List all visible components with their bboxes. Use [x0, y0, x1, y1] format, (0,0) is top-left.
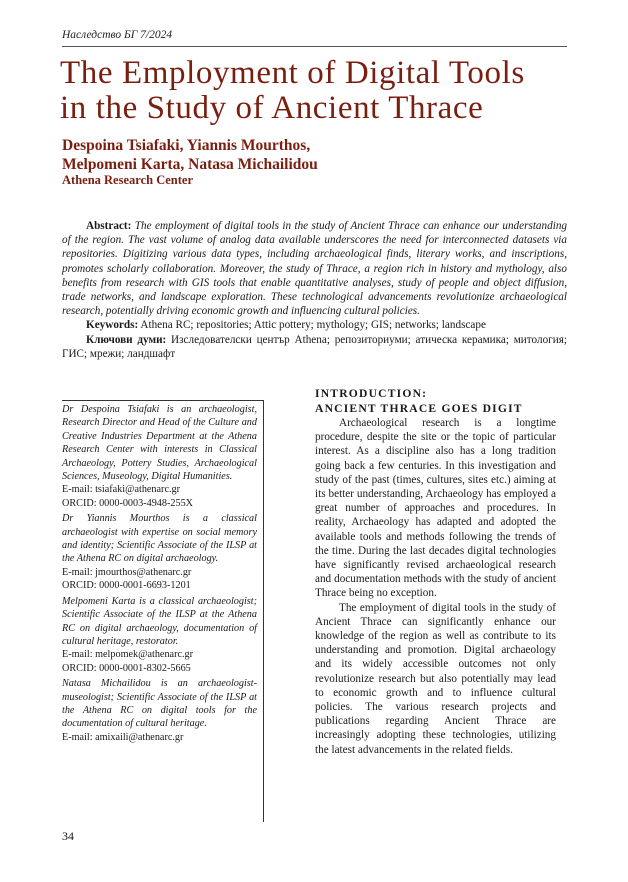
bio-text: Dr Yiannis Mourthos is a classical archaeologist with expertise on social memory and identity; Scientific Associate of the ILSP at the Athena RC on digital archaeology. — [62, 513, 257, 565]
abstract-label: Abstract: — [86, 220, 132, 232]
author-bios-column — [62, 400, 264, 822]
keywords-bg-text: Изследователски център Athena; репозиториуми; атическа керамика; митология; ГИС; мрежи; ландшафт — [62, 333, 567, 360]
author-bio — [62, 595, 257, 675]
abstract-paragraph — [62, 219, 567, 318]
body-text-column — [315, 416, 556, 757]
article-title — [60, 56, 580, 126]
bio-orcid: ORCID: 0000-0001-6693-1201 — [62, 580, 191, 592]
author-bio — [62, 512, 257, 592]
running-head: Наследство БГ 7/2024 — [62, 29, 173, 41]
keywords-label: Keywords: — [86, 319, 139, 332]
keywords-bg-label: Ключови думи: — [86, 333, 167, 346]
bio-text: Natasa Michailidou is an archaeologist-museologist; Scientific Associate of the ILSP at the Athena RC on digital tools for the documentation of cultural heritage. — [62, 678, 257, 730]
author-list — [62, 136, 562, 174]
body-paragraph: The employment of digital tools in the study of Ancient Thrace can significantly enhance our knowledge of the region as well as contribute to its understanding and promotion. Digital archaeology and its widely accessible outcomes not only revolutionize research but also potentially may lead to economic growth and to influence cultural policies. The various research projects and publications regarding Ancient Thrace are increasingly adopting these technologies, utilizing the latest advancements in the related fields. — [315, 601, 556, 756]
bio-email[interactable]: E-mail: jmourthos@athenarc.gr — [62, 566, 192, 578]
section-heading-line-2: ANCIENT THRACE GOES DIGIT — [315, 402, 523, 415]
bio-email[interactable]: E-mail: amixaili@athenarc.gr — [62, 731, 184, 743]
authors-line-2: Melpomeni Karta, Natasa Michailidou — [62, 156, 318, 173]
abstract-text: The employment of digital tools in the study of Ancient Thrace can enhance our understanding of the region. The vast volume of analog data available underscores the need for interconnected datasets via repositories. Digitizing various data types, including archaeological finds, literary works, and inscriptions, promotes scholarly collaboration. Moreover, the study of Thrace, a region rich in history and mythology, also benefits from research with GIS tools that enable quantitative analyses, study of people and object diffusion, trade networks, and landscape exploration. These technological advancements revolutionize archaeological research, potentially driving economic growth and influencing cultural policies. — [62, 220, 568, 318]
keywords-text: Athena RC; repositories; Attic pottery; mythology; GIS; networks; landscape — [140, 319, 486, 332]
header-rule — [62, 46, 567, 47]
title-line-1: The Employment of Digital Tools — [60, 55, 525, 91]
bio-email[interactable]: E-mail: melpomek@athenarc.gr — [62, 649, 194, 661]
bio-orcid: ORCID: 0000-0001-8302-5665 — [62, 662, 191, 674]
bio-text: Melpomeni Karta is a classical archaeologist; Scientific Associate of the ILSP at the Athena RC on digital archaeology, documentation of cultural heritage, restorator. — [62, 595, 257, 647]
affiliation: Athena Research Center — [62, 173, 193, 187]
bio-text: Dr Despoina Tsiafaki is an archaeologist, Research Director and Head of the Culture and Creative Industries Department at the Athena Research Center with interests in Classical Archaeology, Pottery Studies, Archaeological Sciences, Museology, Digital Humanities. — [62, 404, 257, 483]
authors-line-1: Despoina Tsiafaki, Yiannis Mourthos, — [62, 137, 311, 154]
keywords-bg-line — [62, 333, 567, 361]
abstract-block — [62, 219, 567, 361]
author-bio — [62, 677, 257, 744]
body-paragraph: Archaeological research is a longtime procedure, despite the site or the topic of particular interest. As a discipline also has a long tradition going back a few centuries. In this investigation and study of the past (times, cultures, sites etc.) aiming at its better understanding, Archaeology has employed a great number of approaches and procedures. In reality, Archaeology has adapted and adopted the available tools and methods following the trends of the time. During the last decades digital technologies have significantly revised archaeological research and documentation methods with the study of ancient Thrace being no exception. — [315, 417, 556, 600]
page-number: 34 — [62, 829, 74, 843]
keywords-line — [62, 318, 567, 332]
section-heading — [315, 386, 575, 416]
title-line-2: in the Study of Ancient Thrace — [60, 90, 484, 126]
section-heading-line-1: INTRODUCTION: — [315, 387, 428, 400]
author-bio — [62, 403, 257, 510]
bio-orcid: ORCID: 0000-0003-4948-255X — [62, 497, 194, 509]
bio-email[interactable]: E-mail: tsiafaki@athenarc.gr — [62, 484, 180, 496]
